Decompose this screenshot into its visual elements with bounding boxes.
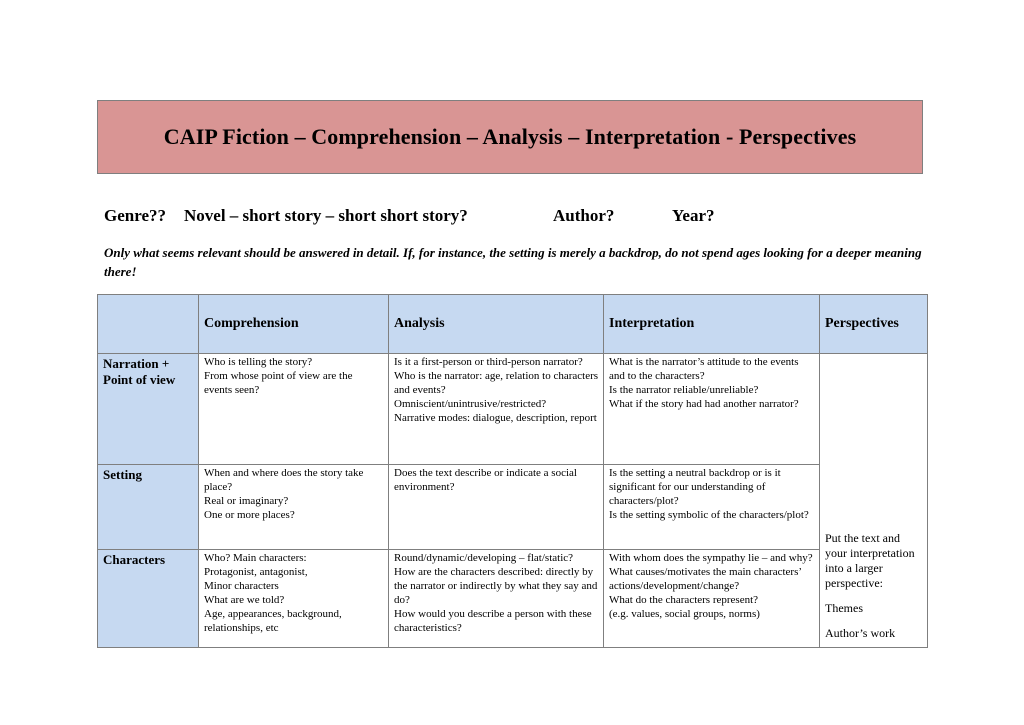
cell-line: Is the setting a neutral backdrop or is it significant for our understanding of characters/plot? (609, 467, 781, 507)
title-banner (97, 100, 923, 174)
table-row (98, 550, 928, 648)
header-analysis: Analysis (389, 295, 604, 354)
cell-line: One or more places? (204, 509, 295, 521)
cell-line: Is the setting symbolic of the characters/plot? (609, 509, 809, 521)
cell-comprehension (199, 550, 389, 648)
perspectives-authors-work: Author’s work (825, 626, 896, 640)
table-row (98, 354, 928, 465)
cell-line: From whose point of view are the events seen? (204, 370, 353, 396)
cell-line: What causes/motivates the main characters’ actions/development/change? (609, 566, 802, 592)
header-row (98, 295, 928, 354)
table-row (98, 465, 928, 550)
cell-analysis (389, 550, 604, 648)
cell-line: Who is telling the story? (204, 356, 313, 368)
perspectives-themes: Themes (825, 601, 863, 615)
row-label-setting: Setting (98, 465, 199, 550)
page-title: CAIP Fiction – Comprehension – Analysis – Interpretation - Perspectives (163, 124, 857, 149)
cell-line: Minor characters (204, 580, 279, 592)
header-empty (98, 295, 199, 354)
cell-line: Is it a first-person or third-person narrator? (394, 356, 583, 368)
author-label: Author? (553, 206, 615, 225)
cell-line: Protagonist, antagonist, (204, 566, 308, 578)
cell-line: What do the characters represent? (609, 594, 759, 606)
cell-interpretation (604, 354, 820, 465)
cell-interpretation (604, 550, 820, 648)
cell-perspectives (820, 354, 928, 648)
cell-line: Real or imaginary? (204, 495, 289, 507)
header-perspectives: Perspectives (820, 295, 928, 354)
cell-analysis (389, 465, 604, 550)
perspectives-intro: Put the text and your interpretation into a larger perspective: (825, 531, 915, 590)
cell-line: Narrative modes: dialogue, description, report (394, 412, 597, 424)
cell-line: How are the characters described: directly by the narrator or indirectly by what they say and do? (394, 566, 598, 606)
cell-line: (e.g. values, social groups, norms) (609, 608, 760, 620)
cell-interpretation (604, 465, 820, 550)
genre-options: Novel – short story – short short story? (184, 206, 468, 225)
caip-table (97, 294, 928, 648)
genre-prefix: Genre?? (104, 206, 167, 225)
cell-line: What if the story had had another narrator? (609, 398, 799, 410)
instruction-note: Only what seems relevant should be answered in detail. If, for instance, the setting is merely a backdrop, do not spend ages looking for a deeper meaning there! (104, 245, 922, 279)
cell-line: Is the narrator reliable/unreliable? (609, 384, 759, 396)
cell-line: What are we told? (204, 594, 285, 606)
cell-line: When and where does the story take place? (204, 467, 364, 493)
cell-line: Who? Main characters: (204, 552, 307, 564)
row-label-narration: Narration + Point of view (98, 354, 199, 465)
cell-line: Round/dynamic/developing – flat/static? (394, 552, 574, 564)
year-label: Year? (672, 206, 715, 225)
cell-line: With whom does the sympathy lie – and why? (609, 552, 813, 564)
cell-line: What is the narrator’s attitude to the events and to the characters? (609, 356, 799, 382)
cell-line: Who is the narrator: age, relation to characters and events? (394, 370, 599, 396)
cell-comprehension (199, 465, 389, 550)
cell-comprehension (199, 354, 389, 465)
cell-line: How would you describe a person with these characteristics? (394, 608, 592, 634)
row-label-characters: Characters (98, 550, 199, 648)
cell-line: Omniscient/unintrusive/restricted? (394, 398, 547, 410)
header-comprehension: Comprehension (199, 295, 389, 354)
cell-line: Does the text describe or indicate a social environment? (394, 467, 577, 493)
cell-analysis (389, 354, 604, 465)
cell-line: Age, appearances, background, relationships, etc (204, 608, 342, 634)
header-interpretation: Interpretation (604, 295, 820, 354)
